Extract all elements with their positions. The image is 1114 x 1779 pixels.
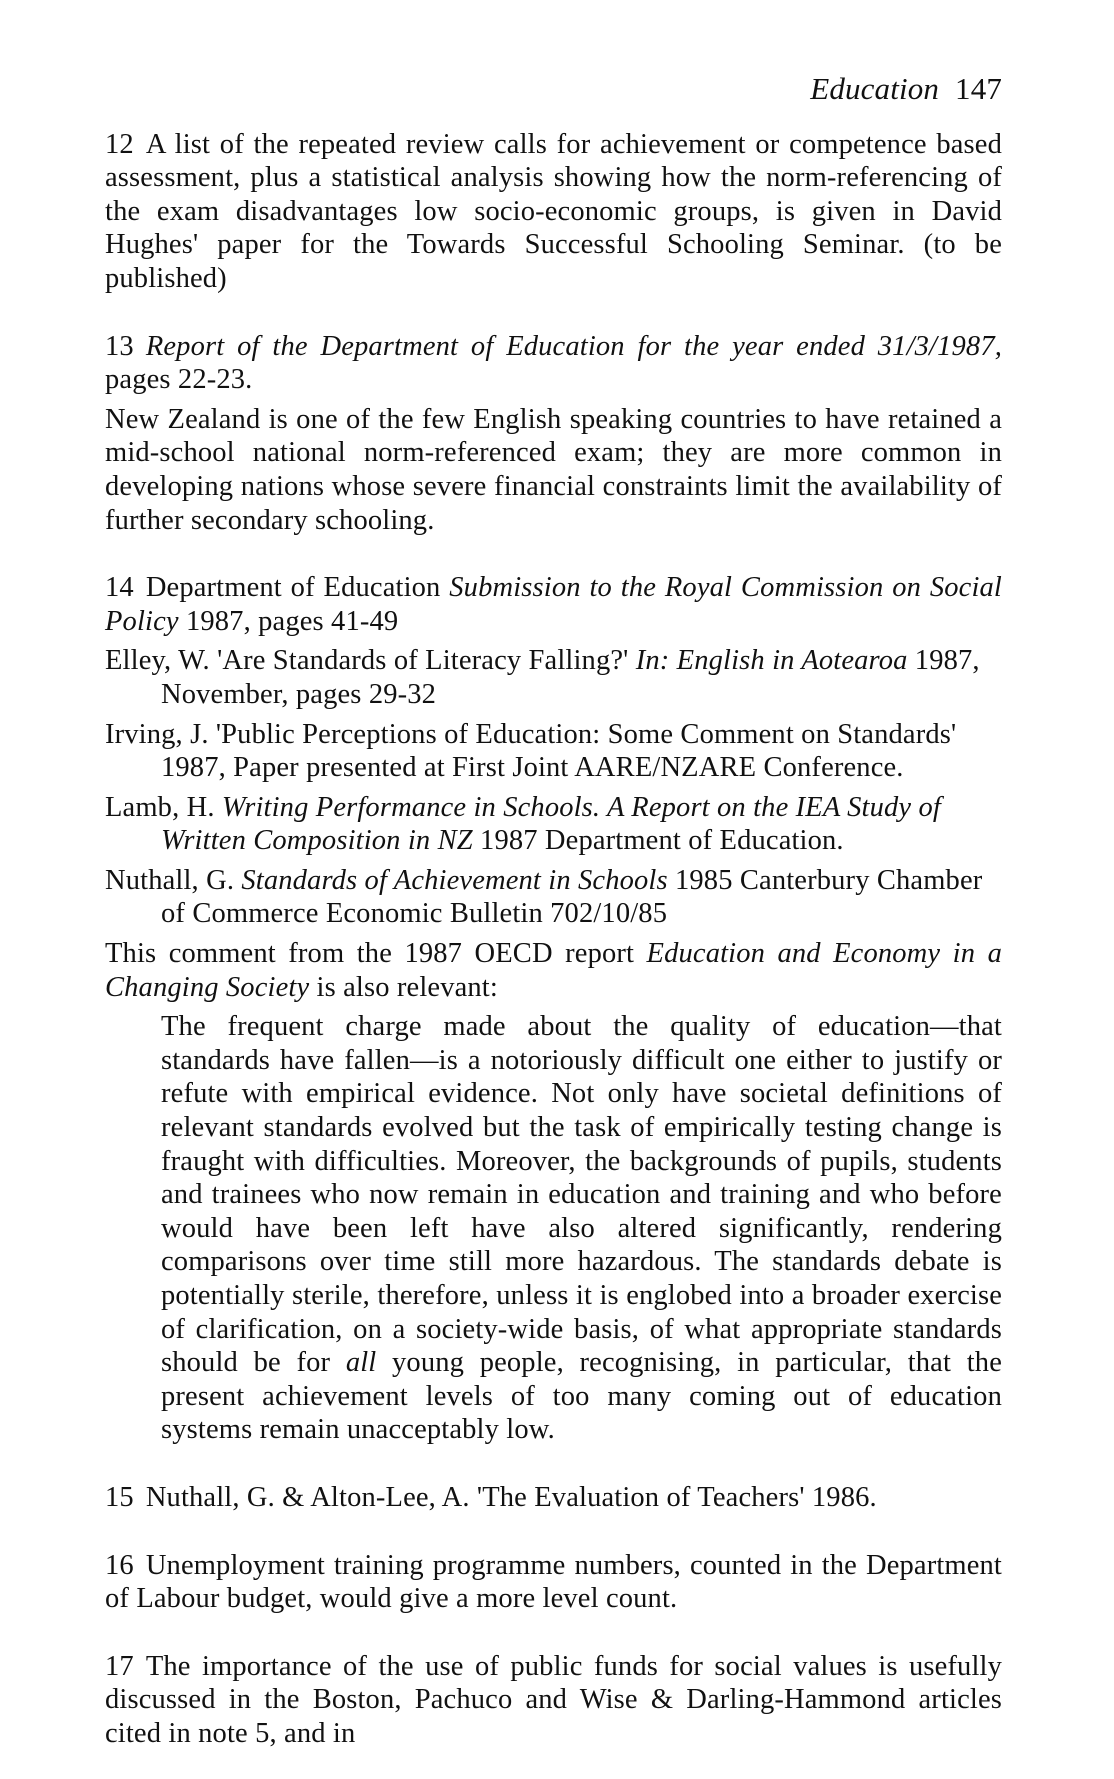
oecd-report-title: Education and Economy in a Changing Society — [105, 938, 1002, 1003]
note-text: A list of the repeated review calls for achievement or competence based assessment, plus a statistical analysis showing how the norm-referencing of the exam disadvantages low socio-economic groups, is given in David Hughes' paper for the Towards Successful Schooling Seminar. (to be published) — [105, 128, 1002, 294]
section-title: Education — [810, 71, 940, 106]
reference-elley — [105, 644, 1002, 711]
ref-details: 1985 Canterbury Chamber of Commerce Economic Bulletin 702/10/85 — [161, 864, 983, 930]
ref-author: Nuthall, G. — [105, 864, 242, 896]
ref-author-title: Elley, W. 'Are Standards of Literacy Falling?' — [105, 645, 636, 677]
note-number: 14 — [105, 572, 134, 604]
note-number: 16 — [105, 1549, 134, 1581]
ref-text: Irving, J. 'Public Perceptions of Education: Some Comment on Standards' 1987, Paper presented at First Joint AARE/NZARE Conference. — [105, 718, 957, 784]
note-13-citation — [105, 330, 1002, 397]
reference-irving — [105, 718, 1002, 785]
quote-emphasis: all — [345, 1347, 377, 1379]
reference-lamb — [105, 791, 1002, 858]
note-13-body: New Zealand is one of the few English speaking countries to have retained a mid-school national norm-referenced exam; they are more common in developing nations whose severe financial constraints limit the availability of further secondary schooling. — [105, 403, 1002, 536]
citation-pages: 1987, pages 41-49 — [178, 605, 399, 637]
ref-title: Writing Performance in Schools. A Report on the IEA Study of Written Composition in NZ — [161, 791, 941, 857]
note-text: Unemployment training programme numbers, counted in the Department of Labour budget, would give a more level count. — [105, 1549, 1002, 1615]
oecd-quote — [105, 1010, 1002, 1447]
note-14-citation — [105, 571, 1002, 638]
note-number: 15 — [105, 1481, 134, 1513]
page-number: 147 — [955, 71, 1002, 106]
comment-intro: This comment from the 1987 OECD report — [105, 938, 647, 970]
note-number: 13 — [105, 330, 134, 362]
citation-author: Department of Education — [145, 572, 450, 604]
quote-text-end: young people, recognising, in particular, that the present achievement levels of too many coming out of education systems remain unacceptably low. — [161, 1347, 1002, 1446]
oecd-comment — [105, 937, 1002, 1004]
ref-author: Lamb, H. — [105, 791, 222, 823]
report-title: Report of the Department of Education for the year ended 31/3/1987, — [145, 330, 1002, 362]
citation-pages: pages 22-23. — [105, 364, 253, 396]
note-text: Nuthall, G. & Alton-Lee, A. 'The Evaluation of Teachers' 1986. — [145, 1481, 877, 1513]
ref-source: In: English in Aotearoa — [635, 645, 908, 677]
comment-tail: is also relevant: — [309, 971, 498, 1003]
note-text: The importance of the use of public funds for social values is usefully discussed in the Boston, Pachuco and Wise & Darling-Hammond articles cited in note 5, and in — [105, 1650, 1002, 1749]
citation-title: Submission to the Royal Commission on Social Policy — [105, 572, 1002, 637]
ref-details: 1987, November, pages 29-32 — [161, 645, 980, 710]
ref-details: 1987 Department of Education. — [472, 825, 844, 857]
note-number: 17 — [105, 1650, 134, 1682]
ref-title: Standards of Achievement in Schools — [241, 864, 668, 896]
note-16 — [105, 1549, 1002, 1616]
reference-nuthall — [105, 864, 1002, 931]
note-number: 12 — [105, 128, 134, 160]
note-15 — [105, 1481, 1002, 1515]
note-12 — [105, 128, 1002, 296]
note-17 — [105, 1650, 1002, 1751]
running-head — [105, 72, 1002, 106]
quote-text: The frequent charge made about the quality of education—that standards have fallen—is a notoriously difficult one either to justify or refute with empirical evidence. Not only have societal definitions of relevant standards evolved but the task of empirically testing change is fraught with difficulties. Moreover, the backgrounds of pupils, students and trainees who now remain in education and training and who before would have been left have also altered significantly, rendering comparisons over time still more hazardous. The standards debate is potentially sterile, therefore, unless it is englobed into a broader exercise of clarification, on a society-wide basis, of what appropriate standards should be for — [161, 1011, 1002, 1379]
